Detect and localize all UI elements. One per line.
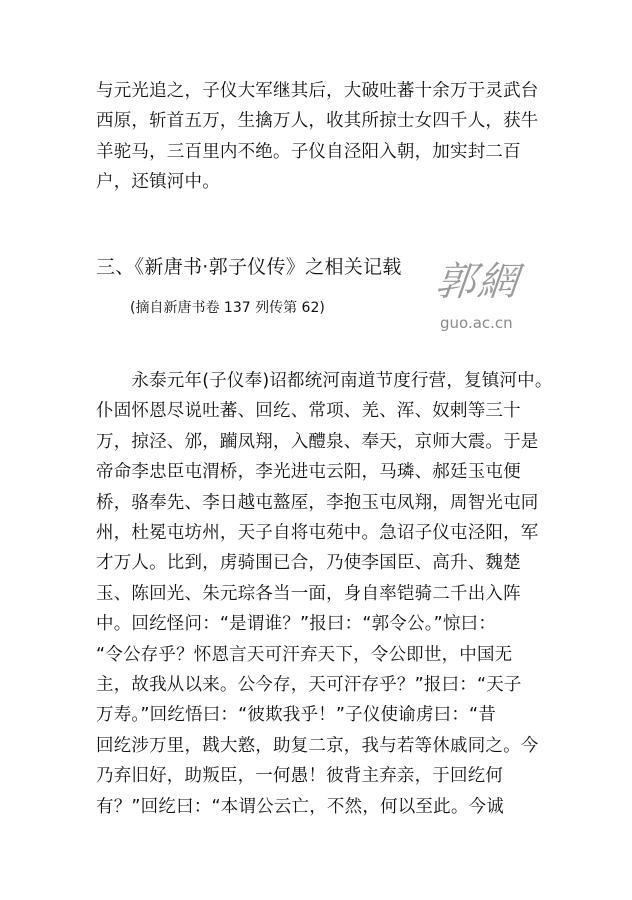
- text-line: 玉、陈回光、朱元琮各当一面，身自率铠骑二千出入阵: [96, 583, 521, 604]
- text-line: 才万人。比到，虏骑围已合，乃使李国臣、高升、魏楚: [96, 553, 521, 574]
- watermark-seal-text: 郭網: [433, 259, 523, 305]
- watermark-url: guo.ac.cn: [440, 314, 513, 332]
- text-line: 主，故我从以来。公今存，天可汗存乎？”报曰：“天子: [96, 675, 522, 696]
- text-line: 有？”回纥曰：“本谓公云亡，不然，何以至此。今诚: [96, 796, 504, 817]
- text-line: “令公存乎？怀恩言天可汗弃天下，令公即世，中国无: [96, 644, 513, 665]
- intro-paragraph: [96, 76, 539, 198]
- text-line: 户，还镇河中。: [96, 172, 220, 193]
- section-heading: 三、《新唐书·郭子仪传》之相关记载: [96, 256, 402, 278]
- source-note: (摘自新唐书卷 137 列传第 62): [130, 300, 325, 316]
- text-line: 羊驼马，三百里内不绝。子仪自泾阳入朝，加实封二百: [96, 141, 521, 162]
- text-line: 仆固怀恩尽说吐蕃、回纥、常项、羌、浑、奴剌等三十: [96, 401, 521, 422]
- watermark-logo: [432, 250, 542, 340]
- text-line: 与元光追之，子仪大军继其后，大破吐蕃十余万于灵武台: [96, 81, 539, 101]
- text-line: 万寿。”回纥悟曰：“彼欺我乎！”子仪使谕虏曰：“昔: [96, 705, 497, 726]
- text-line: 回纥涉万里，戡大憝，助复二京，我与若等休戚同之。今: [96, 735, 539, 756]
- text-line: 州，杜冕屯坊州，天子自将屯苑中。急诏子仪屯泾阳，军: [96, 523, 539, 544]
- text-line: 桥，骆奉先、李日越屯盩厔，李抱玉屯凤翔，周智光屯同: [96, 492, 539, 513]
- text-line: 乃弃旧好，助叛臣，一何愚！彼背主弃亲，于回纥何: [96, 766, 504, 787]
- text-line: 中。回纥怪问：“是谓谁？”报曰：“郭令公。”惊曰：: [96, 614, 497, 635]
- text-line: 帝命李忠臣屯渭桥，李光进屯云阳，马璘、郝廷玉屯便: [96, 462, 521, 483]
- text-line: 永泰元年(子仪奉)诏都统河南道节度行营，复镇河中。: [96, 371, 553, 391]
- text-line: 万，掠泾、邠，躏凤翔，入醴泉、奉天，京师大震。于是: [96, 431, 539, 452]
- body-paragraph: [96, 366, 553, 822]
- text-line: 西原，斩首五万，生擒万人，收其所掠士女四千人，获牛: [96, 111, 539, 132]
